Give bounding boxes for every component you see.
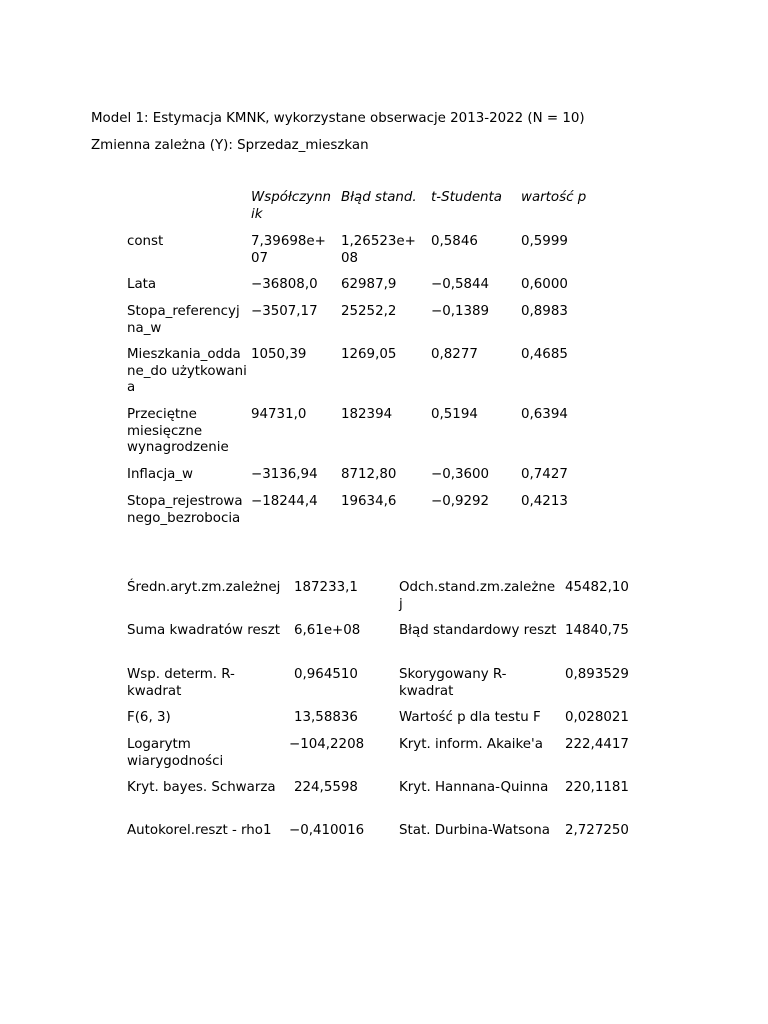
stat-label: Średn.aryt.zm.zależnej — [127, 580, 281, 595]
col-header-se: Błąd stand. — [341, 190, 417, 205]
row-variable: Lata — [127, 277, 157, 292]
stat-value: 222,4417 — [565, 737, 629, 752]
stat-value: 187233,1 — [294, 580, 358, 595]
stat-value: 0,893529 — [565, 667, 629, 682]
row-variable: Mieszkania_oddane_do użytkowania — [127, 347, 247, 396]
stat-label: Wartość p dla testu F — [399, 710, 541, 725]
row-variable: Stopa_referencyjna_w — [127, 304, 240, 336]
row-se: 8712,80 — [341, 467, 397, 482]
stat-value: 2,727250 — [565, 823, 629, 838]
row-se: 1269,05 — [341, 347, 397, 362]
stat-label: Autokorel.reszt - rho1 — [127, 823, 272, 838]
row-variable: const — [127, 234, 164, 249]
row-t: 0,5194 — [431, 407, 478, 422]
row-t: −0,5844 — [431, 277, 490, 292]
stat-label: Kryt. bayes. Schwarza — [127, 780, 276, 795]
col-header-p: wartość p — [521, 190, 587, 205]
col-header-t: t-Studenta — [431, 190, 503, 205]
row-se: 62987,9 — [341, 277, 397, 292]
row-variable: Inflacja_w — [127, 467, 194, 482]
row-p: 0,4213 — [521, 494, 568, 509]
stat-value: −0,410016 — [289, 823, 365, 838]
stat-label: F(6, 3) — [127, 710, 171, 725]
stat-value: 13,58836 — [294, 710, 358, 725]
stat-label: Stat. Durbina-Watsona — [399, 823, 550, 838]
row-se: 182394 — [341, 407, 393, 422]
row-p: 0,8983 — [521, 304, 568, 319]
stat-value: 220,1181 — [565, 780, 629, 795]
row-p: 0,6394 — [521, 407, 568, 422]
col-header-coef: Współczynnik — [251, 190, 332, 222]
dependent-variable: Zmienna zależna (Y): Sprzedaz_mieszkan — [91, 138, 369, 153]
row-coef: −18244,4 — [251, 494, 318, 509]
row-coef: 1050,39 — [251, 347, 307, 362]
row-se: 19634,6 — [341, 494, 397, 509]
stat-label: Odch.stand.zm.zależnej — [399, 580, 556, 612]
stat-label: Skorygowany R-kwadrat — [399, 667, 507, 699]
row-coef: −36808,0 — [251, 277, 318, 292]
stat-label: Kryt. Hannana-Quinna — [399, 780, 549, 795]
row-coef: 94731,0 — [251, 407, 307, 422]
row-coef: −3507,17 — [251, 304, 318, 319]
row-t: 0,5846 — [431, 234, 478, 249]
stat-value: 224,5598 — [294, 780, 358, 795]
row-se: 1,26523e+08 — [341, 234, 416, 266]
stat-value: −104,2208 — [289, 737, 365, 752]
row-coef: −3136,94 — [251, 467, 318, 482]
row-variable: Przeciętne miesięczne wynagrodzenie — [127, 407, 229, 456]
stat-value: 6,61e+08 — [294, 623, 361, 638]
row-coef: 7,39698e+07 — [251, 234, 326, 266]
row-t: −0,1389 — [431, 304, 490, 319]
stat-value: 14840,75 — [565, 623, 629, 638]
stat-label: Kryt. inform. Akaike'a — [399, 737, 543, 752]
stat-value: 45482,10 — [565, 580, 629, 595]
model-title: Model 1: Estymacja KMNK, wykorzystane obserwacje 2013-2022 (N = 10) — [91, 111, 585, 126]
stat-value: 0,028021 — [565, 710, 629, 725]
row-t: 0,8277 — [431, 347, 478, 362]
stat-label: Suma kwadratów reszt — [127, 623, 280, 638]
row-t: −0,9292 — [431, 494, 490, 509]
row-se: 25252,2 — [341, 304, 397, 319]
row-variable: Stopa_rejestrowanego_bezrobocia — [127, 494, 243, 526]
row-p: 0,7427 — [521, 467, 568, 482]
row-p: 0,6000 — [521, 277, 568, 292]
stat-value: 0,964510 — [294, 667, 358, 682]
row-t: −0,3600 — [431, 467, 490, 482]
stat-label: Błąd standardowy reszt — [399, 623, 557, 638]
stat-label: Logarytm wiarygodności — [127, 737, 224, 769]
row-p: 0,5999 — [521, 234, 568, 249]
row-p: 0,4685 — [521, 347, 568, 362]
stat-label: Wsp. determ. R-kwadrat — [127, 667, 235, 699]
